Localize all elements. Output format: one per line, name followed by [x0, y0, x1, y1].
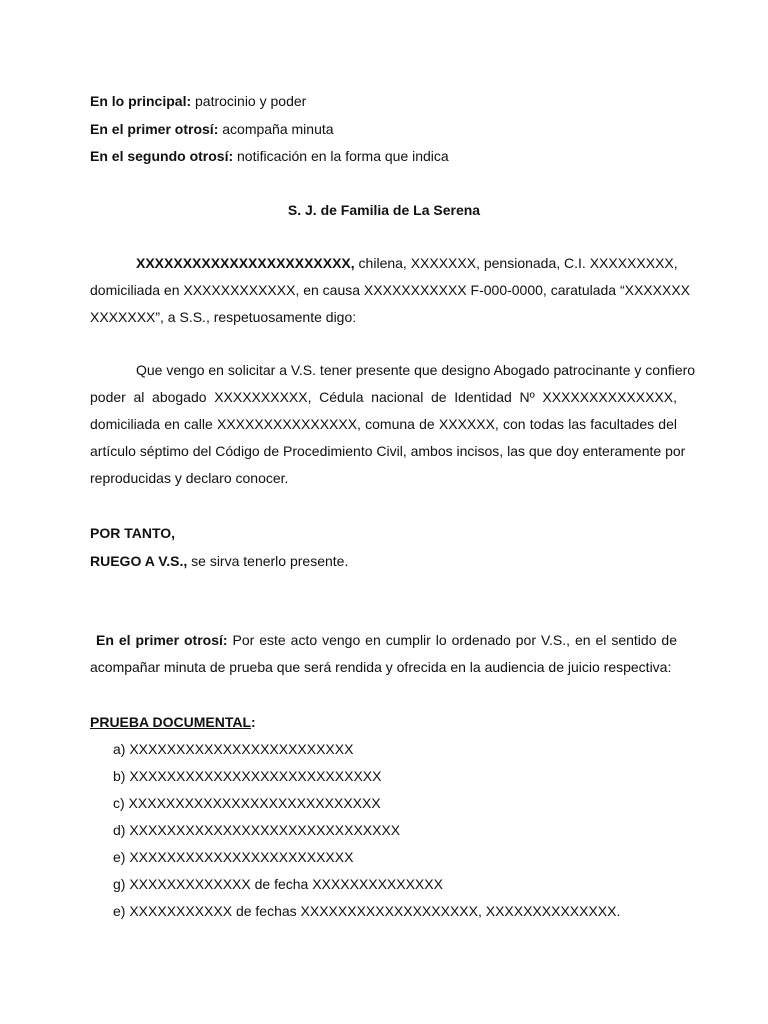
prueba-item: a) XXXXXXXXXXXXXXXXXXXXXXXX	[113, 741, 354, 757]
body-line-4: artículo séptimo del Código de Procedimiento Civil, ambos incisos, las que doy enteramente por	[90, 443, 686, 459]
body-line-2: poder al abogado XXXXXXXXXX, Cédula nacional de Identidad Nº XXXXXXXXXXXXXX,	[90, 389, 677, 405]
heading-segundo-otrosi	[90, 147, 449, 165]
court-title: S. J. de Familia de La Serena	[287, 202, 481, 218]
prueba-title: PRUEBA DOCUMENTAL	[90, 714, 251, 730]
heading-primer-text: acompaña minuta	[218, 121, 334, 137]
otrosi-paragraph	[90, 627, 677, 681]
prueba-item: b) XXXXXXXXXXXXXXXXXXXXXXXXXXX	[113, 768, 382, 784]
ruego-text: se sirva tenerlo presente.	[187, 553, 349, 569]
heading-principal-label: En lo principal:	[90, 93, 192, 109]
heading-primer-otrosi	[90, 120, 334, 138]
prueba-item: g) XXXXXXXXXXXXX de fecha XXXXXXXXXXXXXX	[113, 876, 443, 892]
body-line-5: reproducidas y declaro conocer.	[90, 470, 289, 486]
por-tanto: POR TANTO,	[90, 525, 176, 541]
prueba-item: d) XXXXXXXXXXXXXXXXXXXXXXXXXXXXX	[113, 822, 401, 838]
ruego-label: RUEGO A V.S.,	[90, 553, 188, 569]
body-line-1: Que vengo en solicitar a V.S. tener presente que designo Abogado patrocinante y confiero	[136, 362, 696, 378]
heading-principal	[90, 92, 306, 110]
prueba-item: e) XXXXXXXXXXXXXXXXXXXXXXXX	[113, 849, 354, 865]
intro-paragraph	[90, 250, 690, 331]
body-line-3: domiciliada en calle XXXXXXXXXXXXXXX, comuna de XXXXXX, con todas las facultades del	[90, 416, 677, 432]
intro-line-3: XXXXXXX”, a S.S., respetuosamente digo:	[90, 309, 357, 325]
prueba-item: e) XXXXXXXXXXX de fechas XXXXXXXXXXXXXXXXXXX, XXXXXXXXXXXXXX.	[113, 903, 621, 919]
body-paragraph	[90, 357, 696, 492]
client-name: XXXXXXXXXXXXXXXXXXXXXXX,	[136, 255, 355, 271]
intro-line-1: XXXXXXXXXXXXXXXXXXXXXXX, chilena, XXXXXXX, pensionada, C.I. XXXXXXXXX,	[136, 255, 678, 271]
heading-principal-text: patrocinio y poder	[191, 93, 307, 109]
prueba-item: c) XXXXXXXXXXXXXXXXXXXXXXXXXXX	[113, 795, 381, 811]
heading-segundo-label: En el segundo otrosí:	[90, 148, 234, 164]
heading-segundo-text: notificación en la forma que indica	[233, 148, 449, 164]
intro-line-2: domiciliada en XXXXXXXXXXXX, en causa XXXXXXXXXXX F-000-0000, caratulada “XXXXXXX	[90, 282, 690, 298]
otrosi-label: En el primer otrosí:	[96, 632, 228, 648]
otrosi-line-1: En el primer otrosí: Por este acto vengo en cumplir lo ordenado por V.S., en el sentido de	[96, 632, 678, 648]
ruego-line	[90, 552, 348, 570]
prueba-heading: PRUEBA DOCUMENTAL:	[90, 714, 256, 730]
otrosi-line-2: acompañar minuta de prueba que será rendida y ofrecida en la audiencia de juicio respectiva:	[90, 659, 672, 675]
heading-primer-label: En el primer otrosí:	[90, 121, 219, 137]
